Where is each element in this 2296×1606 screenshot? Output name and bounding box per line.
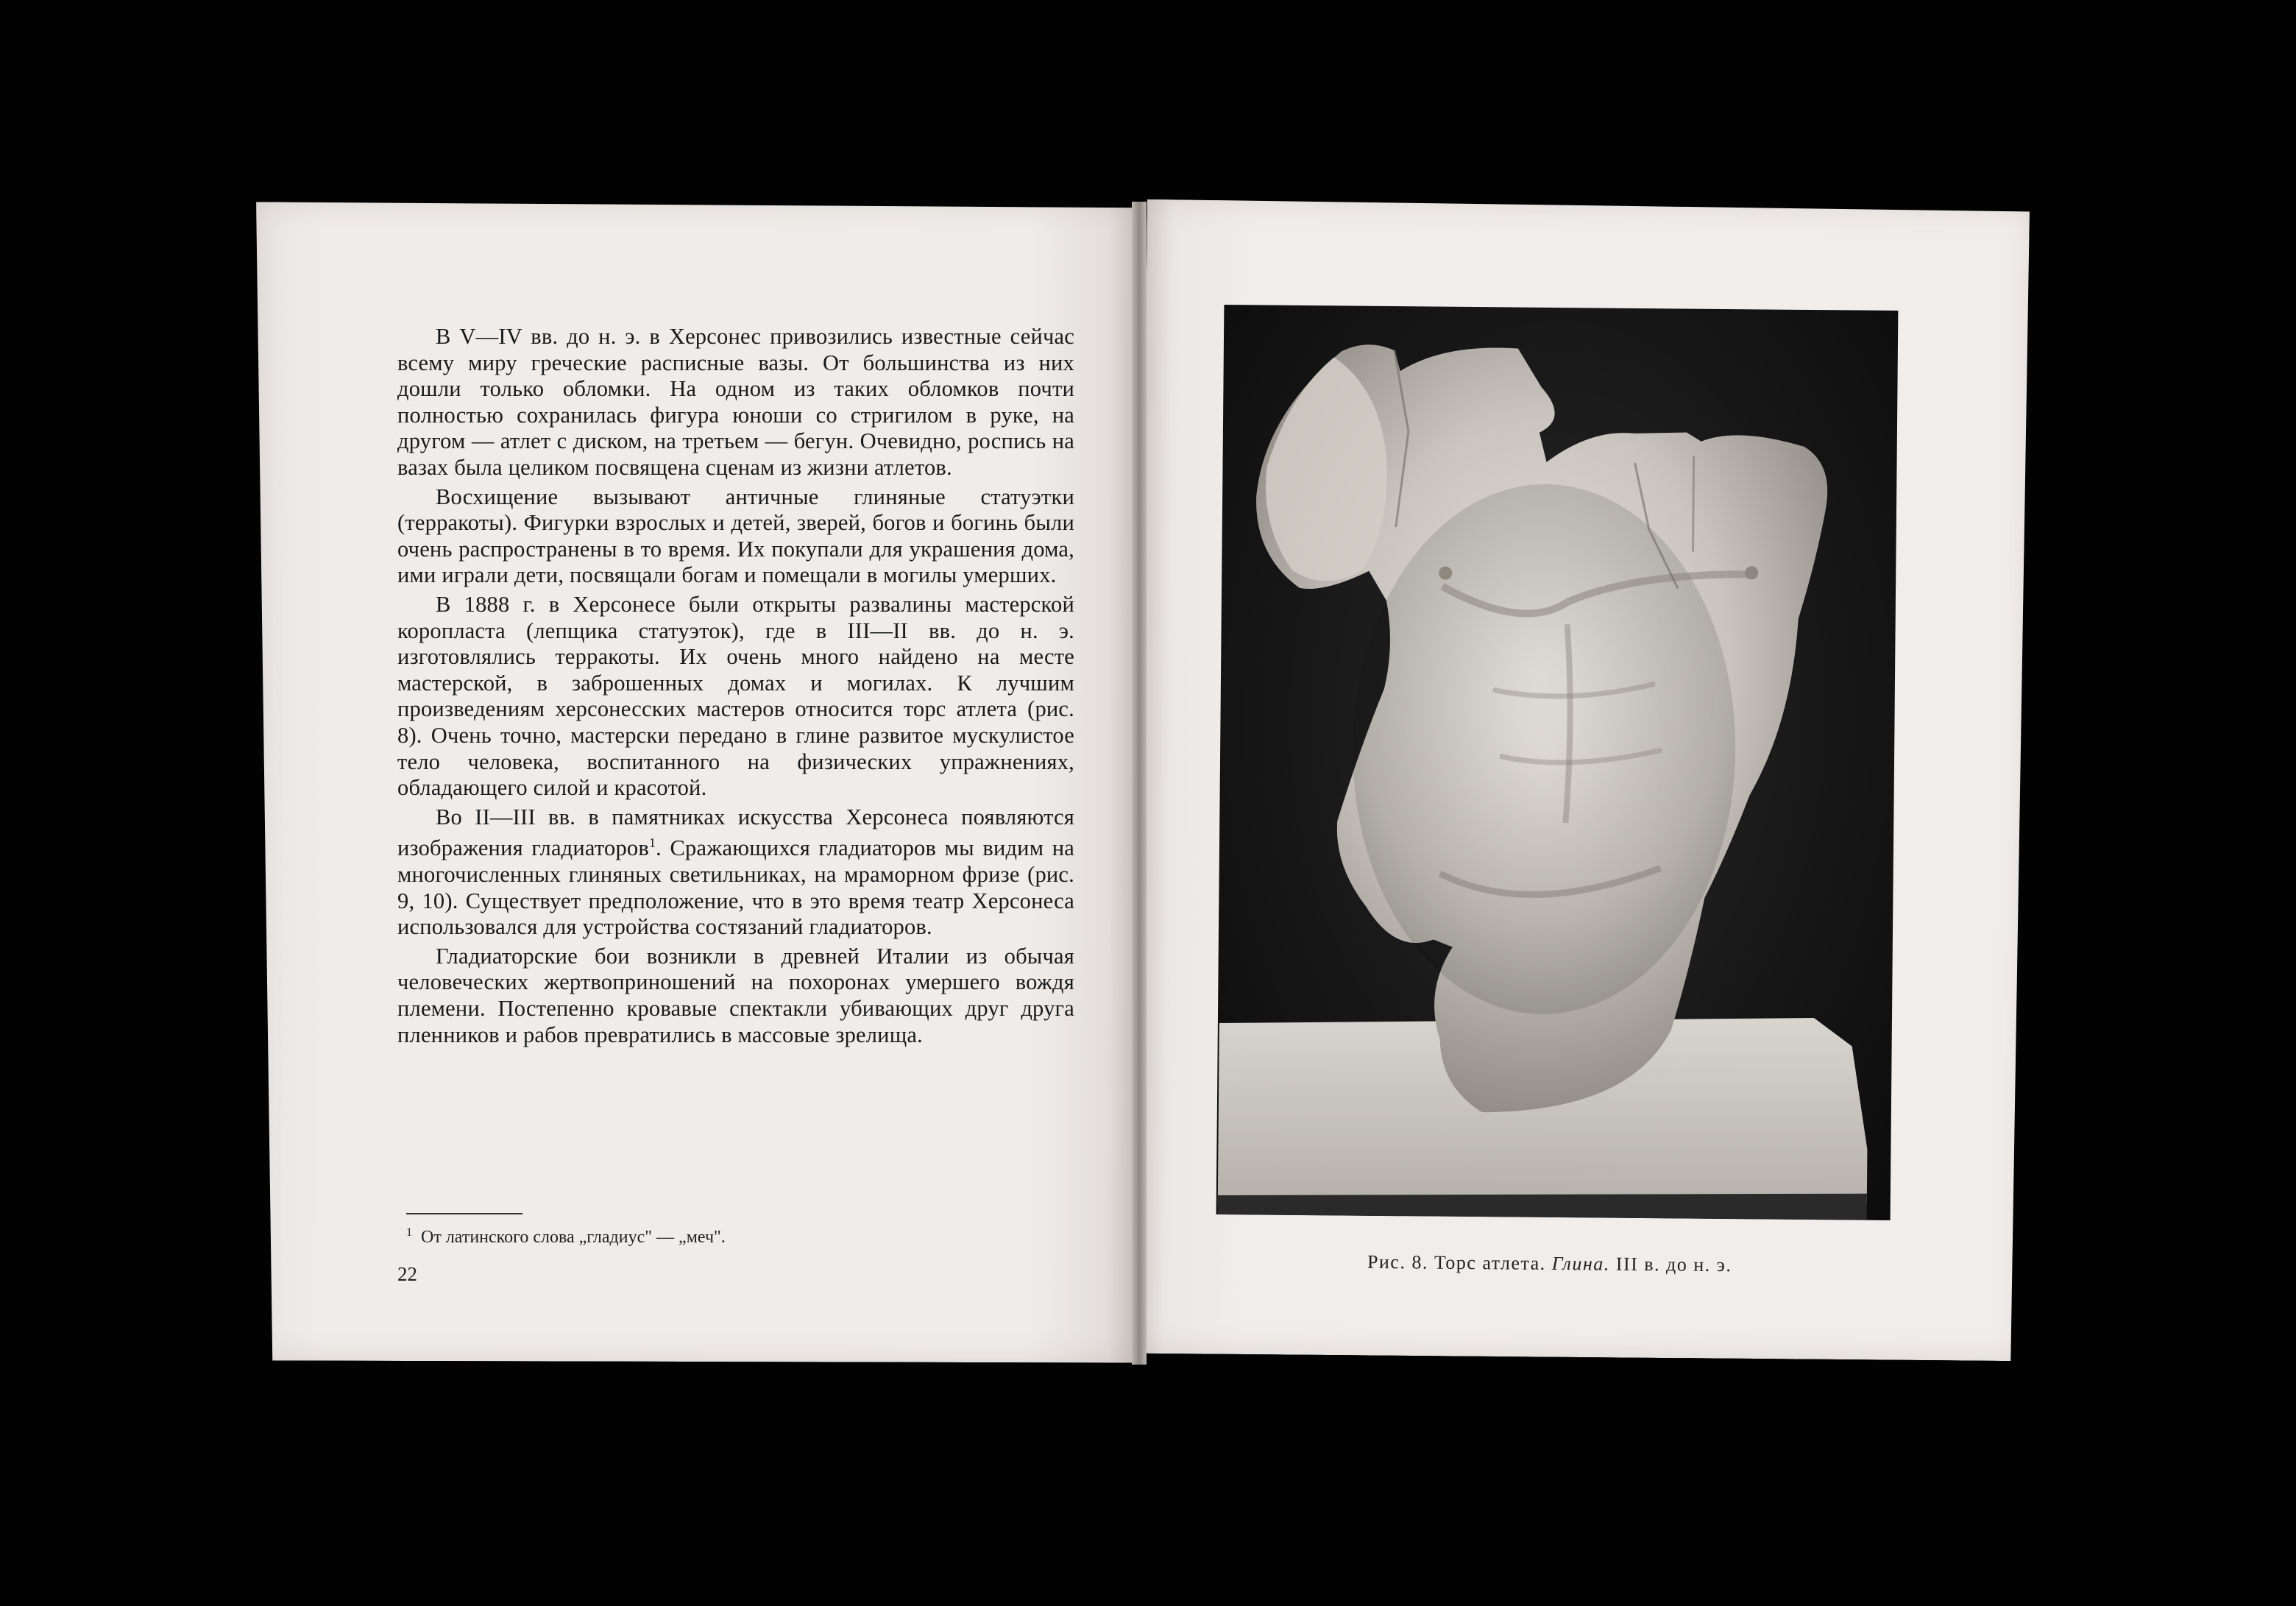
paragraph-3: В 1888 г. в Херсонесе были открыты развалины мастерской коропласта (лепщика статуэток), где в III—II вв. до н. э. изготовлялись терракоты. Их очень много найдено на месте мастерской, в заброшенных домах и могилах. К лучшим произведениям херсонесских мастеров относится торс атлета (рис. 8). Очень точно, мастерски передано в глине развитое мускулистое тело человека, воспитанного на физических упражнениях, обладающего силой и красотой. [397,591,1074,801]
footnote-mark: 1 [406,1226,412,1239]
paragraph-2: Восхищение вызывают античные глиняные статуэтки (терракоты). Фигурки взрослых и детей, зверей, богов и богинь были очень распространены в то время. Их покупали для украшения дома, ими играли дети, посвящали богам и помещали в могилы умерших. [397,484,1074,588]
footnote-reference: 1 [648,835,656,851]
page-number: 22 [397,1263,417,1285]
body-text [397,324,1074,1051]
caption-material: Глина. [1551,1253,1610,1275]
caption-date: III в. до н. э. [1615,1253,1732,1276]
torso-sculpture-image [1216,305,1899,1220]
paragraph-4 [397,804,1074,941]
paragraph-4-end: . Сражающихся гладиаторов мы видим на многочисленных глиняных светильниках, на мраморном фризе (рис. 9, 10). Существует предположение, что в это время театр Херсонеса использовался для устройства состязаний гладиаторов. [397,835,1074,940]
book-gutter [1132,202,1147,1365]
caption-title: Рис. 8. Торс атлета. [1367,1251,1546,1274]
footnote-text: От латинского слова „гладиус" — „меч". [421,1228,726,1247]
footnote-rule [406,1213,522,1214]
footnote [406,1226,726,1248]
paragraph-4-start: Во II—III вв. в памятниках искусства Херсонеса появляются изображения гладиаторов [397,804,1074,861]
paragraph-1: В V—IV вв. до н. э. в Херсонес привозились известные сейчас всему миру греческие расписные вазы. От большинства из них дошли только обломки. На одном из таких обломков почти полностью сохранилась фигура юноши со стригилом в руке, на другом — атлет с диском, на третьем — бегун. Очевидно, роспись на вазах была целиком посвящена сценам из жизни атлетов. [397,324,1074,480]
figure-caption [1367,1251,1732,1276]
paragraph-5: Гладиаторские бои возникли в древней Италии из обычая человеческих жертвоприношений на похоронах умершего вождя племени. Постепенно кровавые спектакли убивающих друг друга пленников и рабов превратились в массовые зрелища. [397,943,1074,1047]
torso-photograph [1216,305,1899,1220]
